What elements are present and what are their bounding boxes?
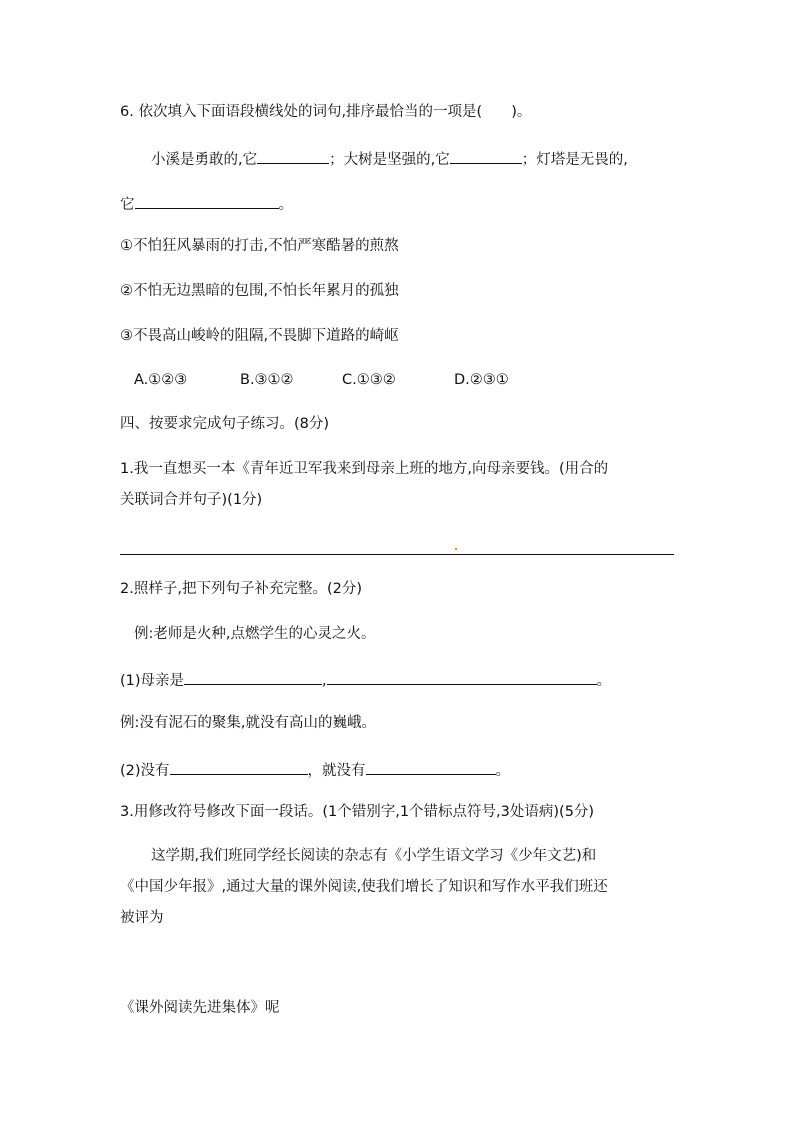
s4-q1-line1: 1.我一直想买一本《青年近卫军我来到母亲上班的地方,向母亲要钱。(用合的 (120, 461, 609, 477)
s4-q2-sub2-prefix: (2)没有 (120, 763, 170, 779)
s4-q2-sub2-blank-b[interactable] (366, 758, 496, 775)
q6-passage-line1 (151, 147, 628, 170)
q6-passage-part4: 它 (120, 197, 135, 213)
section4-title: 四、按要求完成句子练习。(8分) (120, 416, 330, 432)
s4-q2-sub1-blank-a[interactable] (184, 668, 322, 685)
q6-blank-3[interactable] (135, 192, 279, 209)
s4-q3-paragraph-line1: 这学期,我们班同学经长阅读的杂志有《小学生语文学习《少年文艺)和 (151, 848, 597, 864)
s4-q2-sub1-comma: , (322, 673, 327, 689)
s4-q2-example-1: 例:老师是火种,点燃学生的心灵之火。 (134, 626, 376, 642)
s4-q2-example-2: 例:没有泥石的聚集,就没有高山的巍峨。 (120, 715, 376, 731)
stray-dot-mark (455, 548, 457, 550)
q6-blank-2[interactable] (450, 147, 522, 164)
s4-q3-paragraph-line3: 被评为 (120, 910, 164, 926)
s4-q2-sub1-end: 。 (596, 673, 612, 689)
q6-passage-part3: ；灯塔是无畏的, (521, 152, 628, 168)
s4-q2-sub2-blank-a[interactable] (170, 758, 308, 775)
q6-stem: 6. 依次填入下面语段横线处的词句,排序最恰当的一项是( )。 (120, 104, 532, 120)
s4-q3-paragraph-line2: 《中国少年报》,通过大量的课外阅读,使我们增长了知识和写作水平我们班还 (120, 879, 608, 895)
q6-option-a[interactable]: A.①②③ (134, 372, 188, 388)
s4-q1-line2: 关联词合并句子)(1分) (120, 492, 263, 508)
s4-q2-sub1-prefix: (1)母亲是 (120, 673, 185, 689)
q6-item-2: ②不怕无边黑暗的包围,不怕长年累月的孤独 (120, 283, 399, 299)
s4-q2-title: 2.照样子,把下列句子补充完整。(2分) (120, 581, 362, 597)
q6-item-3: ③不畏高山峻岭的阻隔,不畏脚下道路的崎岖 (120, 328, 399, 344)
s4-q2-sub2-end: 。 (495, 763, 511, 779)
q6-option-d[interactable]: D.②③① (454, 372, 509, 388)
q6-option-b[interactable]: B.③①② (240, 372, 294, 388)
q6-passage-part2: ；大树是坚强的,它 (329, 152, 450, 168)
s4-q1-answer-line[interactable] (120, 554, 674, 555)
s4-q3-paragraph-line4: 《课外阅读先进集体》呢 (120, 1000, 280, 1016)
s4-q2-sub2 (120, 758, 510, 781)
q6-blank-1[interactable] (257, 147, 329, 164)
s4-q2-sub1 (120, 668, 611, 691)
s4-q3-title: 3.用修改符号修改下面一段话。(1个错别字,1个错标点符号,3处语病)(5分) (120, 804, 595, 820)
q6-item-1: ①不怕狂风暴雨的打击,不怕严寒酷暑的煎熬 (120, 238, 399, 254)
q6-passage-part5: 。 (278, 197, 293, 213)
s4-q2-sub2-mid: ，就没有 (307, 763, 366, 779)
q6-options (134, 370, 509, 390)
q6-option-c[interactable]: C.①③② (342, 372, 396, 388)
s4-q2-sub1-blank-b[interactable] (327, 668, 597, 685)
q6-passage-part1: 小溪是勇敢的,它 (151, 152, 258, 168)
q6-passage-line2 (120, 192, 293, 215)
